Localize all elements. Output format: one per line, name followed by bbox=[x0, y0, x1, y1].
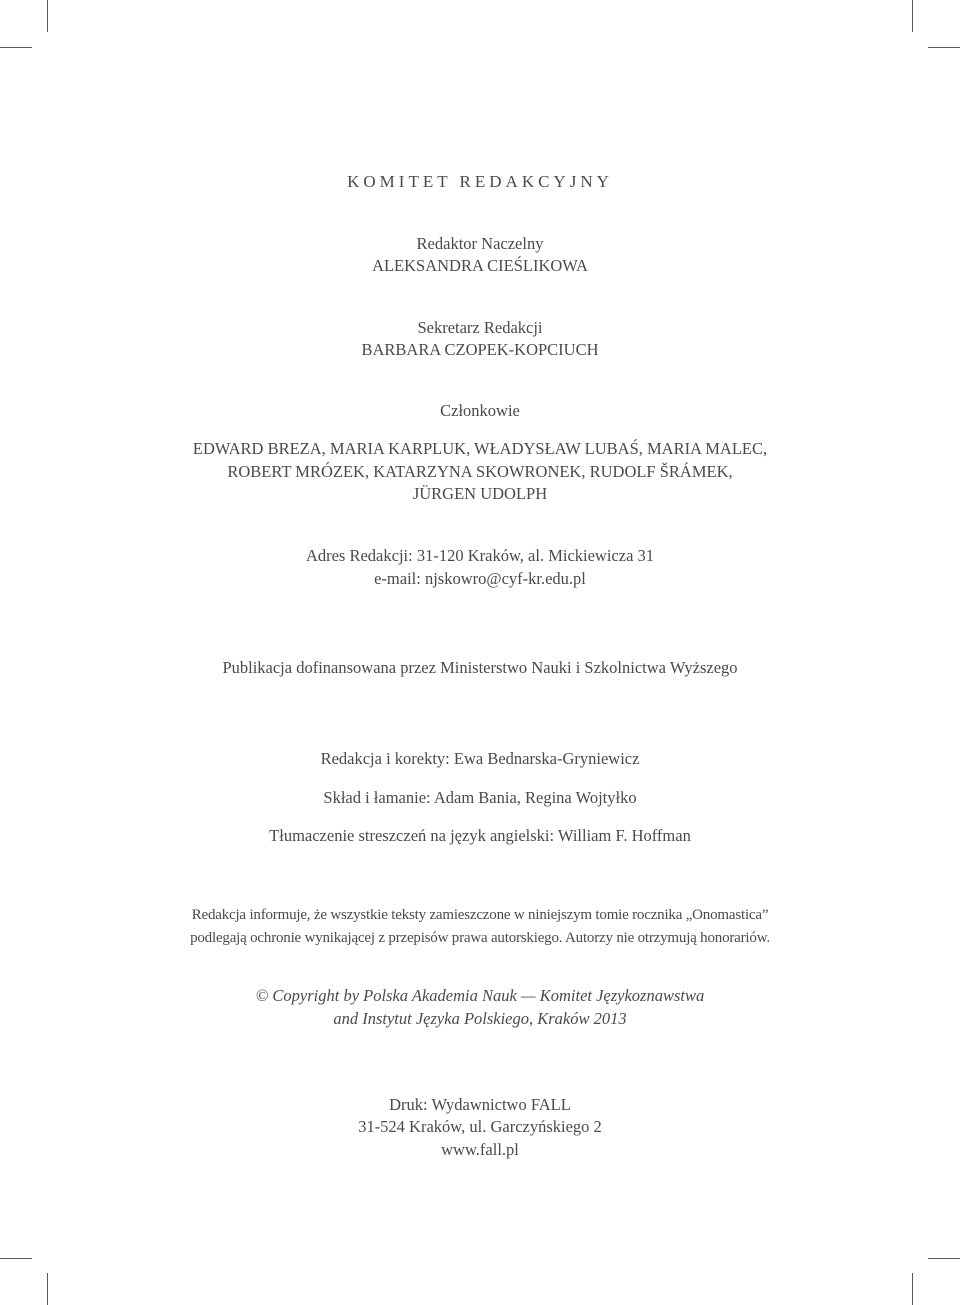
printer-website: www.fall.pl bbox=[441, 1140, 519, 1159]
editorial-address: Adres Redakcji: 31-120 Kraków, al. Mickiewicza 31 bbox=[305, 546, 655, 565]
crop-mark-top-right-horizontal bbox=[928, 47, 960, 48]
members-line: ROBERT MRÓZEK, KATARZYNA SKOWRONEK, RUDOLF ŠRÁMEK, bbox=[227, 462, 733, 481]
crop-mark-bottom-left bbox=[47, 1273, 48, 1305]
secretary-role: Sekretarz Redakcji bbox=[417, 318, 543, 337]
crop-mark-bottom-right bbox=[912, 1273, 913, 1305]
copyright-notice-line: podlegają ochronie wynikającej z przepisów prawa autorskiego. Autorzy nie otrzymują honorariów. bbox=[190, 930, 770, 946]
printer-address: 31-524 Kraków, ul. Garczyńskiego 2 bbox=[358, 1117, 602, 1136]
printer-name: Druk: Wydawnictwo FALL bbox=[389, 1095, 571, 1114]
members-line: JÜRGEN UDOLPH bbox=[412, 484, 548, 503]
copyright-notice-line: Redakcja informuje, że wszystkie teksty zamieszczone w niniejszym tomie rocznika „Onomastica” bbox=[191, 907, 769, 923]
copyright-line: and Instytut Języka Polskiego, Kraków 2013 bbox=[333, 1009, 627, 1028]
editorial-email: e-mail: njskowro@cyf-kr.edu.pl bbox=[374, 569, 586, 588]
credits-translation: Tłumaczenie streszczeń na język angielski: William F. Hoffman bbox=[269, 826, 691, 845]
members-line: EDWARD BREZA, MARIA KARPLUK, WŁADYSŁAW LUBAŚ, MARIA MALEC, bbox=[192, 439, 768, 458]
credits-typesetting: Skład i łamanie: Adam Bania, Regina Wojtyłko bbox=[323, 788, 637, 807]
crop-mark-top-right bbox=[912, 0, 913, 32]
secretary-name: BARBARA CZOPEK-KOPCIUCH bbox=[361, 340, 599, 359]
credits-editing: Redakcja i korekty: Ewa Bednarska-Gryniewicz bbox=[320, 749, 640, 768]
funding-statement: Publikacja dofinansowana przez Ministerstwo Nauki i Szkolnictwa Wyższego bbox=[222, 658, 738, 677]
copyright-line: © Copyright by Polska Akademia Nauk — Komitet Językoznawstwa bbox=[255, 986, 705, 1005]
members-role: Członkowie bbox=[440, 401, 520, 420]
crop-mark-top-left bbox=[47, 0, 48, 32]
crop-mark-bottom-left-horizontal bbox=[0, 1258, 32, 1259]
editor-in-chief-name: ALEKSANDRA CIEŚLIKOWA bbox=[372, 256, 588, 275]
crop-mark-bottom-right-horizontal bbox=[928, 1258, 960, 1259]
page-heading: KOMITET REDAKCYJNY bbox=[347, 172, 613, 191]
editor-in-chief-role: Redaktor Naczelny bbox=[416, 234, 544, 253]
crop-mark-top-left-horizontal bbox=[0, 47, 32, 48]
